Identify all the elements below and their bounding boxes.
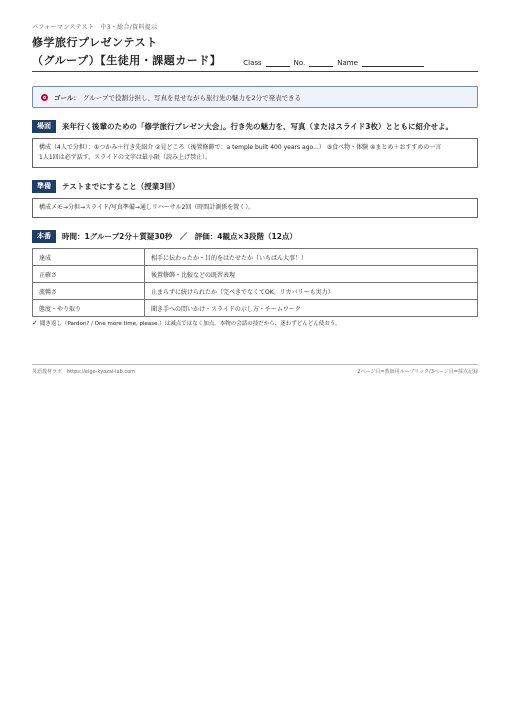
scene-structure: 構成（4人で分担）：①つかみ＋行き先紹介 ②見どころ（後置修飾で：a temple built 400 years ago...） ③食べ物・体験 ④まとめ＋おすすめの一言 xyxy=(39,144,442,151)
criterion-cell: 正確さ xyxy=(33,266,145,283)
name-label: Name xyxy=(337,59,358,67)
description-cell: 聞き手への問いかけ・スライドの示し方・チームワーク xyxy=(145,300,478,317)
prep-box xyxy=(32,198,478,218)
prep-header xyxy=(32,180,478,193)
title-row xyxy=(32,52,478,68)
description-cell: 後置修飾・比較などの既習表現 xyxy=(145,266,478,283)
goal-label: ゴール： xyxy=(54,93,80,102)
goal-box xyxy=(32,86,478,108)
table-row xyxy=(33,249,478,266)
prep-tag: 準備 xyxy=(32,180,56,193)
description-cell: 相手に伝わったか・目的をはたせたか（いちばん大事！） xyxy=(145,249,478,266)
prep-section xyxy=(32,180,478,218)
main-tag: 本番 xyxy=(32,230,56,243)
page-subtitle: （グループ）【生徒用・課題カード】 xyxy=(32,54,222,67)
main-title: 時間：1グループ2分＋質疑30秒 ／ 評価：4観点×3段階（12点） xyxy=(62,232,297,241)
scene-tag: 場面 xyxy=(32,120,56,133)
description-cell: 止まらずに続けられたか（完ぺきでなくてOK。リカバリーも実力） xyxy=(145,283,478,300)
check-icon: ✓ xyxy=(32,319,38,327)
footer-pages: 2ページ目=教師用ルーブリック/3ページ目=採点記録 xyxy=(357,369,478,375)
table-row xyxy=(33,300,478,317)
scene-section xyxy=(32,120,478,168)
name-blank[interactable] xyxy=(362,59,424,67)
main-section xyxy=(32,230,478,327)
goal-text: グループで役割分担し、写真を見せながら旅行先の魅力を2分で発表できる xyxy=(82,93,302,102)
class-label: Class xyxy=(243,59,262,67)
evaluation-table xyxy=(32,248,478,317)
header-kicker: パフォーマンステスト 中3・総合/資料提示 xyxy=(32,24,158,31)
table-row xyxy=(33,266,478,283)
task-card-page xyxy=(32,22,478,327)
page-footer xyxy=(32,364,478,375)
criterion-cell: 流暢さ xyxy=(33,283,145,300)
student-info xyxy=(243,59,424,68)
no-label: No. xyxy=(293,59,306,67)
title-rule xyxy=(32,71,478,72)
target-icon xyxy=(41,94,48,101)
footer-source: 英語教材ラボ https://eigo-kyozai-lab.com xyxy=(32,369,136,375)
scene-header xyxy=(32,120,478,133)
scene-rules: 1人1回は必ず話す。スライドの文字は最小限（読み上げ禁止）。 xyxy=(39,154,211,161)
page-title: 修学旅行プレゼンテスト xyxy=(32,36,158,49)
scene-box xyxy=(32,138,478,168)
criterion-cell: 態度・やり取り xyxy=(33,300,145,317)
note xyxy=(32,319,478,327)
no-blank[interactable] xyxy=(309,59,333,67)
main-header xyxy=(32,230,478,243)
note-text: 聞き返し（Pardon? / One more time, please.）は減点ではなく加点。本物の会話の技だから、迷わずどんどん使おう。 xyxy=(39,321,341,327)
prep-text: 構成メモ→分担→スライド/写真準備→通しリハーサル2回（時間計測係を置く）。 xyxy=(39,204,255,211)
prep-title: テストまでにすること（授業3回） xyxy=(62,182,180,191)
criterion-cell: 達成 xyxy=(33,249,145,266)
scene-title: 来年行く後輩のための「修学旅行プレゼン大会」。行き先の魅力を、写真（またはスライド3枚）とともに紹介せよ。 xyxy=(62,122,453,131)
table-row xyxy=(33,283,478,300)
class-blank[interactable] xyxy=(266,59,290,67)
